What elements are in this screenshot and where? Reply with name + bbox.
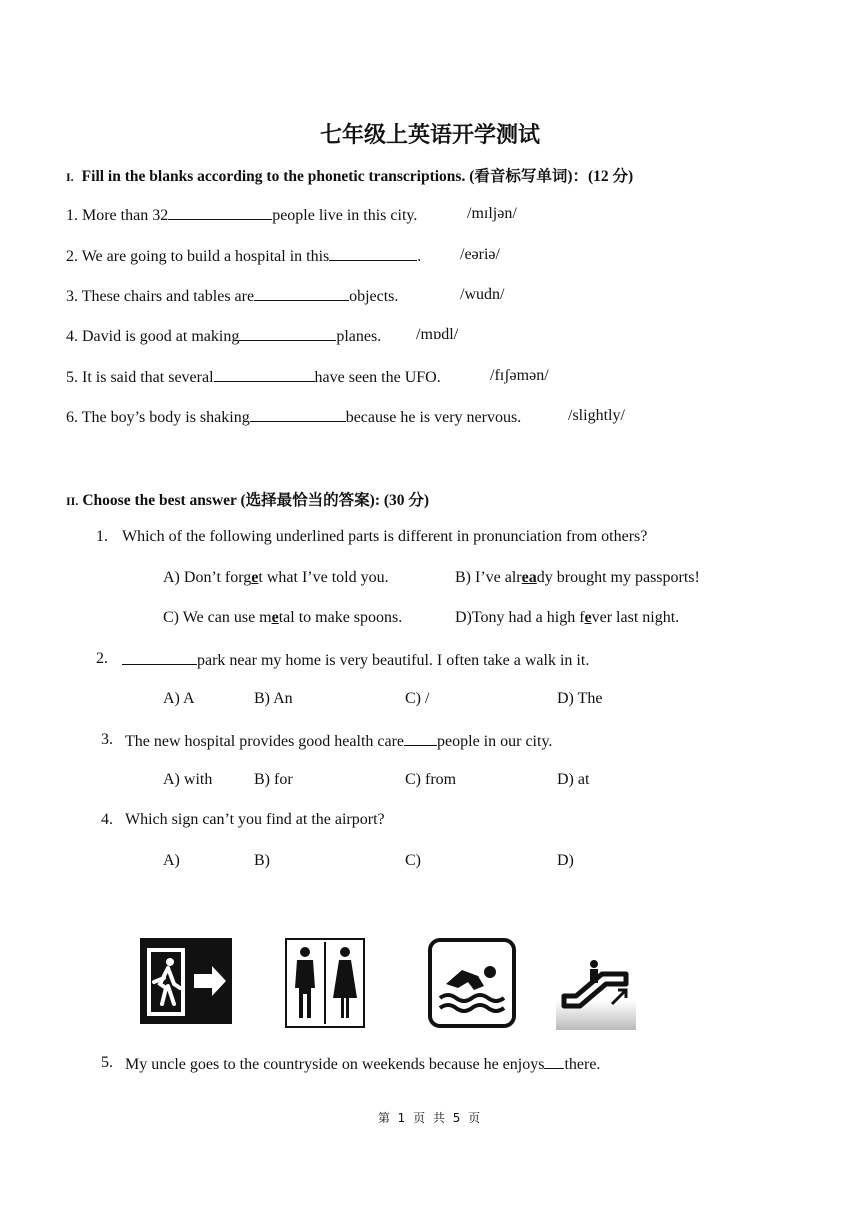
question-text: people in our city.: [437, 733, 553, 750]
fill-item-2: [66, 246, 421, 266]
question-1-option-b[interactable]: [455, 569, 700, 587]
underlined-part: e: [584, 609, 592, 626]
question-1-option-d[interactable]: [455, 609, 679, 627]
answer-blank[interactable]: [404, 731, 437, 746]
question-3-option-a[interactable]: A) with: [163, 771, 213, 788]
question-2-text: [122, 650, 589, 670]
question-1-text: Which of the following underlined parts is different in pronunciation from others?: [122, 528, 648, 545]
question-4-option-b[interactable]: B): [254, 852, 270, 869]
item-text: .: [417, 248, 422, 265]
phonetic-6: /slightly/: [568, 407, 625, 424]
answer-blank[interactable]: [254, 286, 349, 301]
item-text: because he is very nervous.: [345, 409, 522, 426]
section-2-heading: [66, 488, 429, 510]
answer-blank[interactable]: [168, 205, 272, 220]
underlined-part: e: [271, 609, 279, 626]
page-footer: 第 1 页 共 5 页: [377, 1111, 483, 1125]
question-5-text: [125, 1054, 600, 1074]
question-1-option-a[interactable]: [163, 569, 389, 587]
option-text: ver last night.: [591, 609, 680, 626]
option-text: tal to make spoons.: [278, 609, 403, 626]
question-4-option-c[interactable]: C): [405, 852, 421, 869]
phonetic-4: /mɒdl/: [416, 326, 459, 343]
answer-blank[interactable]: [329, 246, 417, 261]
question-text: there.: [564, 1056, 601, 1073]
fill-item-4: [66, 326, 381, 346]
section-2-number: II.: [66, 494, 79, 508]
section-1-number: I.: [66, 170, 74, 184]
question-2-number: 2.: [96, 650, 108, 667]
answer-blank[interactable]: [544, 1054, 564, 1069]
item-text: 4. David is good at making: [66, 328, 240, 345]
question-text: The new hospital provides good health care: [125, 733, 405, 750]
question-2-option-d[interactable]: D) The: [557, 690, 603, 707]
page-title: 七年级上英语开学测试: [319, 123, 540, 148]
question-3-text: [125, 731, 552, 751]
answer-blank[interactable]: [122, 650, 197, 665]
question-3-option-b[interactable]: B) for: [254, 771, 293, 788]
escalator-sign-icon: [556, 956, 636, 1030]
option-text: A) Don’t forg: [163, 569, 252, 586]
question-1-number: 1.: [96, 528, 108, 545]
item-text: 5. It is said that several: [66, 369, 214, 386]
question-2-option-a[interactable]: A) A: [163, 690, 195, 707]
question-text: park near my home is very beautiful. I often take a walk in it.: [197, 652, 590, 669]
question-3-number: 3.: [101, 731, 113, 748]
phonetic-1: /mɪljən/: [467, 205, 517, 222]
answer-blank[interactable]: [214, 367, 315, 382]
item-text: planes.: [336, 328, 382, 345]
question-2-option-b[interactable]: B) An: [254, 690, 293, 707]
phonetic-3: /wudn/: [460, 286, 505, 303]
answer-blank[interactable]: [250, 407, 346, 422]
item-text: 2. We are going to build a hospital in this: [66, 248, 330, 265]
question-4-option-d[interactable]: D): [557, 852, 574, 869]
option-text: D)Tony had a high f: [455, 609, 585, 626]
fill-item-1: [66, 205, 417, 225]
option-text: B) I’ve alr: [455, 569, 522, 586]
question-3-option-c[interactable]: C) from: [405, 771, 457, 788]
question-2-option-c[interactable]: C) /: [405, 690, 430, 707]
item-text: people live in this city.: [272, 207, 418, 224]
exit-sign-icon: [140, 938, 232, 1024]
fill-item-3: [66, 286, 398, 306]
item-text: have seen the UFO.: [314, 369, 441, 386]
section-1-title: Fill in the blanks according to the phonetic transcriptions. (看音标写单词)：(12 分): [81, 168, 634, 185]
restroom-sign-icon: [285, 938, 365, 1028]
question-1-option-c[interactable]: [163, 609, 402, 627]
question-4-number: 4.: [101, 811, 113, 828]
phonetic-5: /fɪʃəmən/: [490, 367, 549, 384]
item-text: 3. These chairs and tables are: [66, 288, 255, 305]
option-text: C) We can use m: [163, 609, 272, 626]
question-3-option-d[interactable]: D) at: [557, 771, 590, 788]
section-2-title: Choose the best answer (选择最恰当的答案): (30 分): [82, 492, 430, 509]
option-text: dy brought my passports!: [536, 569, 700, 586]
item-text: 6. The boy’s body is shaking: [66, 409, 250, 426]
underlined-part: e: [251, 569, 259, 586]
option-text: t what I’ve told you.: [258, 569, 389, 586]
question-4-option-a[interactable]: A): [163, 852, 180, 869]
section-1-heading: [66, 164, 633, 186]
fill-item-5: [66, 367, 441, 387]
phonetic-2: /eəriə/: [460, 246, 500, 263]
question-5-number: 5.: [101, 1054, 113, 1071]
answer-blank[interactable]: [239, 326, 336, 341]
swimming-sign-icon: [428, 938, 516, 1028]
underlined-part: ea: [521, 569, 537, 586]
item-text: objects.: [349, 288, 399, 305]
question-4-text: Which sign can’t you find at the airport?: [125, 811, 385, 828]
fill-item-6: [66, 407, 521, 427]
item-text: 1. More than 32: [66, 207, 169, 224]
question-text: My uncle goes to the countryside on weekends because he enjoys: [125, 1056, 545, 1073]
